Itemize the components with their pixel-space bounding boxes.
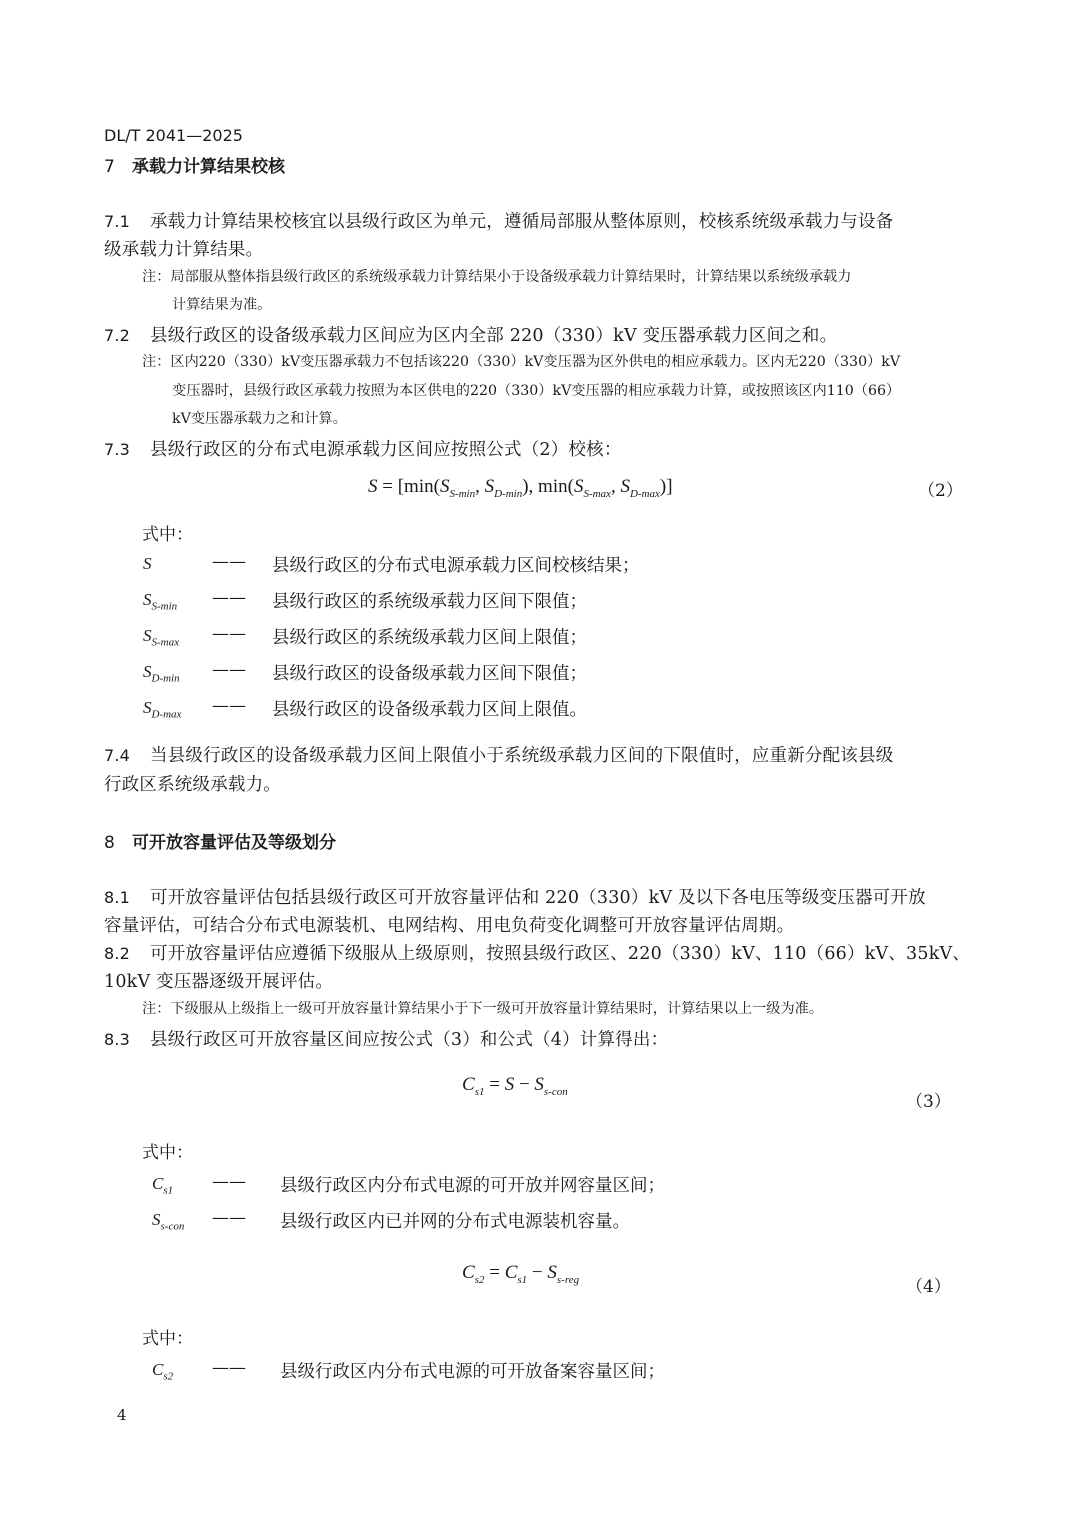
clause-7-3 [104, 436, 622, 461]
eq-symbol: S [534, 1074, 544, 1095]
def-symbol: $S_{S-max}$ [143, 626, 179, 649]
where-label: 式中： [142, 1329, 193, 1349]
eq-symbol: S [620, 476, 630, 497]
eq-symbol: S [547, 1262, 557, 1283]
eq-subscript: S-max [583, 487, 611, 500]
clause-text: 可开放容量评估应遵循下级服从上级原则，按照县级行政区、220（330）kV、110（66）kV、35kV、 [150, 944, 971, 964]
note-2-line3: kV变压器承载力之和计算。 [172, 411, 347, 427]
clause-number: 8.3 [104, 1030, 131, 1049]
eq-operator: − [514, 1074, 535, 1095]
section-number: 8 [104, 833, 115, 853]
section-8-heading [104, 828, 336, 853]
clause-text: 县级行政区的设备级承载力区间应为区内全部 220（330）kV 变压器承载力区间之和。 [150, 326, 838, 346]
eq-symbol: C [462, 1074, 475, 1095]
clause-7-1-line1 [104, 208, 893, 233]
note-2-line1: 注：区内220（330）kV变压器承载力不包括该220（330）kV变压器为区外供电的相应承载力。区内无220（330）kV [142, 354, 901, 370]
section-7-heading [104, 152, 285, 177]
def-description: 县级行政区内分布式电源的可开放备案容量区间； [280, 1362, 665, 1382]
eq-symbol: S [504, 1074, 515, 1095]
clause-number: 7.4 [104, 746, 131, 765]
page-number: 4 [117, 1406, 127, 1424]
clause-8-3 [104, 1026, 668, 1051]
clause-number: 7.2 [104, 326, 131, 345]
note-2-line2: 变压器时，县级行政区承载力按照为本区供电的220（330）kV变压器的相应承载力计算，或按照该区内110（66） [172, 383, 901, 399]
where-label: 式中： [142, 1143, 193, 1163]
eq-operator: , [475, 476, 485, 497]
clause-7-4-line1 [104, 742, 893, 767]
equation-4 [462, 1262, 579, 1286]
eq-subscript: s1 [517, 1273, 528, 1286]
clause-text: 可开放容量评估包括县级行政区可开放容量评估和 220（330）kV 及以下各电压等级变压器可开放 [150, 888, 926, 908]
def-description: 县级行政区的设备级承载力区间上限值。 [272, 700, 587, 720]
def-dash: —— [212, 1358, 246, 1378]
eq-subscript: s-con [543, 1085, 568, 1098]
equation-4-number: （4） [906, 1277, 951, 1297]
clause-8-2-line1 [104, 940, 970, 965]
clause-7-2 [104, 322, 837, 347]
eq-operator: − [527, 1262, 548, 1283]
def-dash: —— [212, 624, 246, 644]
clause-number: 8.2 [104, 944, 131, 963]
clause-number: 7.1 [104, 212, 131, 231]
def-description: 县级行政区内分布式电源的可开放并网容量区间； [280, 1176, 665, 1196]
clause-text: 县级行政区可开放容量区间应按公式（3）和公式（4）计算得出： [150, 1030, 669, 1050]
eq-subscript: s-reg [556, 1273, 580, 1286]
clause-number: 7.3 [104, 440, 131, 459]
eq-subscript: s1 [474, 1085, 485, 1098]
eq-operator: , [610, 476, 621, 497]
eq-symbol: S [439, 476, 450, 497]
section-title: 承载力计算结果校核 [132, 157, 285, 177]
equation-3-number: （3） [906, 1092, 951, 1112]
def-symbol: $C_{s1}$ [152, 1174, 174, 1197]
eq-operator: = [484, 1262, 505, 1283]
eq-symbol: S [573, 476, 584, 497]
clause-7-1-line2: 级承载力计算结果。 [104, 240, 264, 260]
clause-text: 承载力计算结果校核宜以县级行政区为单元，遵循局部服从整体原则，校核系统级承载力与设备 [150, 212, 894, 232]
def-description: 县级行政区的分布式电源承载力区间校核结果； [272, 556, 640, 576]
equation-3 [462, 1074, 568, 1098]
note-1-line1: 注：局部服从整体指县级行政区的系统级承载力计算结果小于设备级承载力计算结果时，计算结果以系统级承载力 [142, 269, 852, 285]
def-dash: —— [212, 696, 246, 716]
def-dash: —— [212, 1208, 246, 1228]
def-dash: —— [212, 1172, 246, 1192]
eq-symbol: C [504, 1262, 518, 1283]
def-symbol: $C_{s2}$ [152, 1360, 174, 1383]
def-description: 县级行政区内已并网的分布式电源装机容量。 [280, 1212, 630, 1232]
eq-subscript: D-max [629, 487, 660, 500]
eq-operator: )] [659, 476, 673, 497]
clause-8-2-line2: 10kV 变压器逐级开展评估。 [104, 972, 334, 992]
def-symbol: $S_{S-min}$ [143, 590, 178, 613]
def-dash: —— [212, 552, 246, 572]
eq-subscript: s2 [474, 1273, 485, 1286]
note-3: 注：下级服从上级指上一级可开放容量计算结果小于下一级可开放容量计算结果时，计算结果以上一级为准。 [142, 1001, 824, 1017]
where-label: 式中： [142, 525, 193, 545]
section-title: 可开放容量评估及等级划分 [132, 833, 336, 853]
equation-2 [368, 476, 673, 500]
def-symbol: $S_{D-min}$ [143, 662, 180, 685]
def-description: 县级行政区的设备级承载力区间下限值； [272, 664, 587, 684]
equation-2-number: （2） [918, 481, 963, 501]
def-symbol: S [143, 554, 152, 573]
def-symbol: $S_{D-max}$ [143, 698, 182, 721]
eq-symbol: C [462, 1262, 475, 1283]
clause-text: 县级行政区的分布式电源承载力区间应按照公式（2）校核： [150, 440, 622, 460]
eq-operator: ), min( [522, 476, 574, 497]
def-symbol: $S_{s-con}$ [152, 1210, 185, 1233]
eq-symbol: S [484, 476, 495, 497]
clause-text: 当县级行政区的设备级承载力区间上限值小于系统级承载力区间的下限值时，应重新分配该县级 [150, 746, 894, 766]
doc-code-header: DL/T 2041—2025 [104, 126, 243, 145]
section-number: 7 [104, 157, 115, 177]
note-1-line2: 计算结果为准。 [172, 297, 272, 313]
clause-number: 8.1 [104, 888, 131, 907]
clause-8-1-line1 [104, 884, 926, 909]
eq-subscript: D-min [494, 487, 523, 500]
clause-7-4-line2: 行政区系统级承载力。 [104, 775, 281, 795]
def-dash: —— [212, 660, 246, 680]
clause-8-1-line2: 容量评估，可结合分布式电源装机、电网结构、用电负荷变化调整可开放容量评估周期。 [104, 916, 795, 936]
eq-operator: = [484, 1074, 505, 1095]
def-description: 县级行政区的系统级承载力区间上限值； [272, 628, 587, 648]
eq-operator: = [min( [377, 476, 440, 497]
eq-subscript: S-min [449, 487, 476, 500]
def-dash: —— [212, 588, 246, 608]
eq-symbol: S [368, 476, 378, 497]
def-description: 县级行政区的系统级承载力区间下限值； [272, 592, 587, 612]
